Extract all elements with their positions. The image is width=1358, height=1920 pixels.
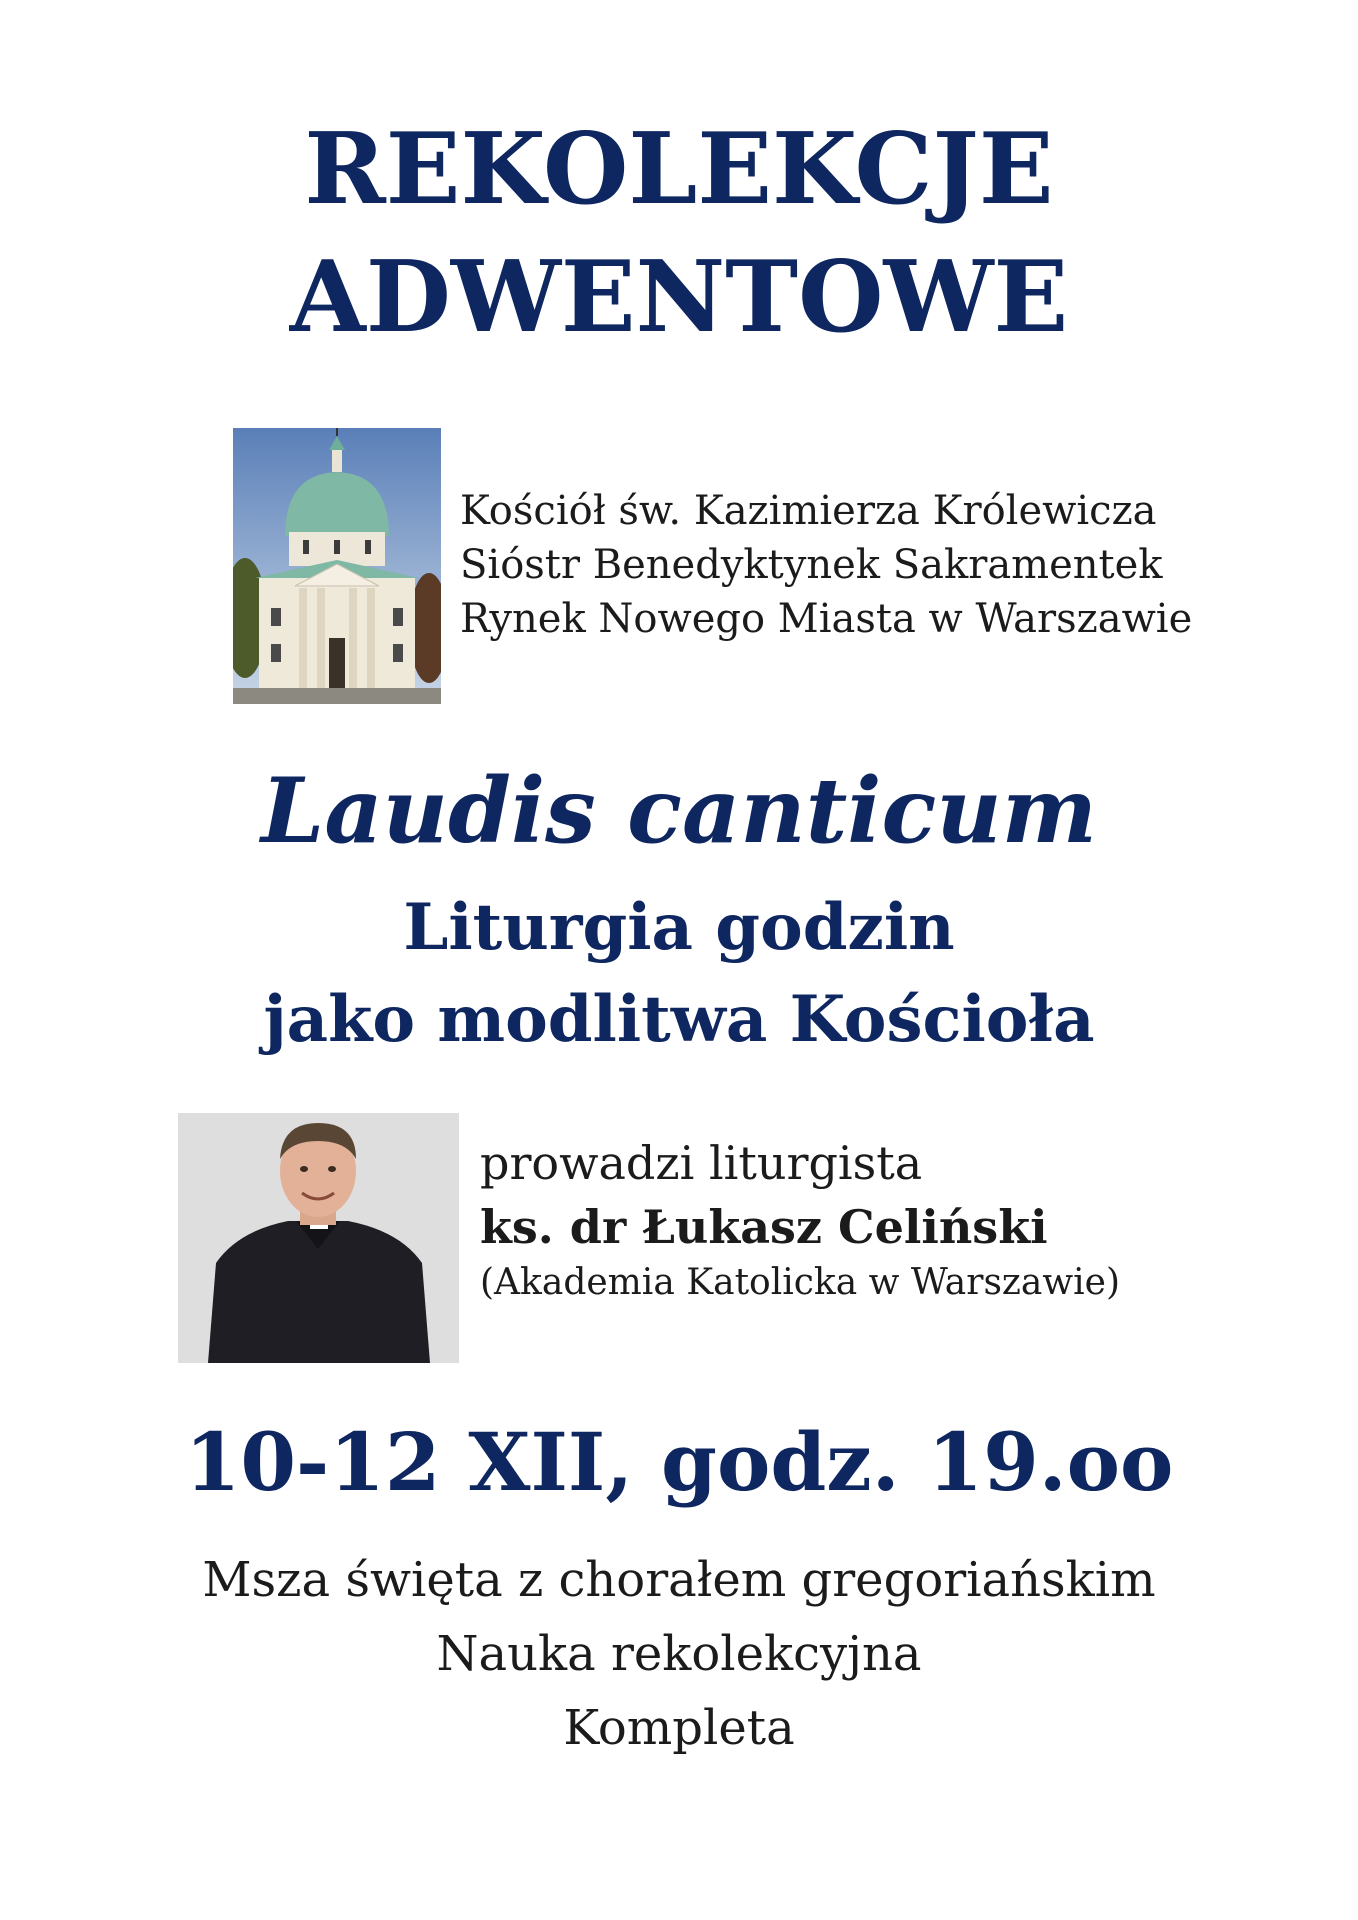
program-item: Kompleta xyxy=(563,1700,795,1756)
church-community-line: Sióstr Benedyktynek Sakramentek xyxy=(460,542,1163,588)
theme-line-1: Liturgia godzin xyxy=(403,890,955,965)
leader-affiliation: (Akademia Katolicka w Warszawie) xyxy=(480,1262,1121,1303)
church-name-line: Kościół św. Kazimierza Królewicza xyxy=(460,488,1157,534)
poster-title-line-1: REKOLEKCJE xyxy=(304,112,1054,227)
church-address-line: Rynek Nowego Miasta w Warszawie xyxy=(460,596,1193,642)
program-item: Nauka rekolekcyjna xyxy=(436,1626,922,1682)
leader-name: ks. dr Łukasz Celiński xyxy=(480,1200,1048,1254)
priest-photo xyxy=(178,1113,459,1363)
theme-line-2: jako modlitwa Kościoła xyxy=(263,982,1095,1057)
program-item: Msza święta z chorałem gregoriańskim xyxy=(202,1552,1156,1608)
church-photo xyxy=(233,428,441,704)
poster-title-line-2: ADWENTOWE xyxy=(289,240,1069,355)
latin-title: Laudis canticum xyxy=(261,758,1097,864)
event-date-time: 10-12 XII, godz. 19.oo xyxy=(184,1415,1174,1509)
church-illustration xyxy=(233,428,441,704)
leader-intro: prowadzi liturgista xyxy=(480,1136,923,1190)
priest-portrait xyxy=(178,1113,459,1363)
